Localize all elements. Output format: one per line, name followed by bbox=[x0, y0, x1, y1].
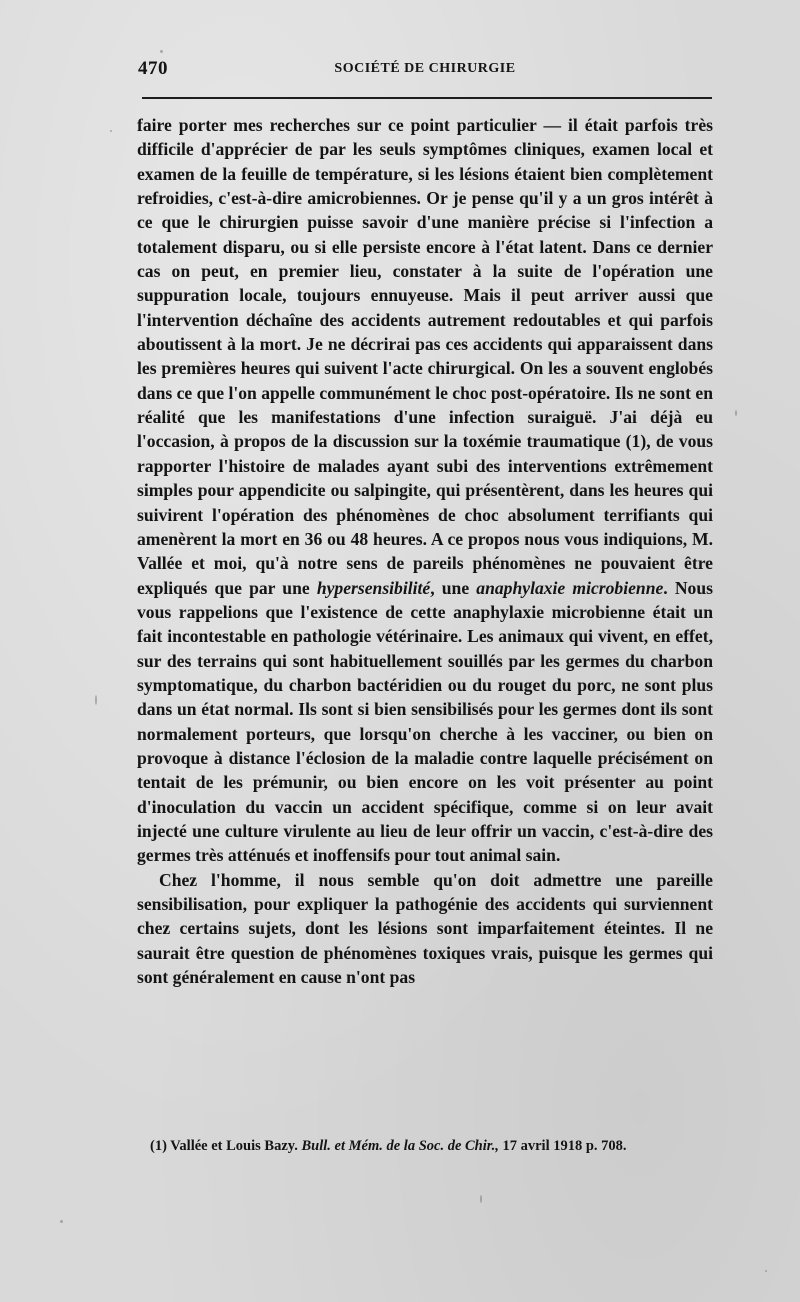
page-number: 470 bbox=[138, 58, 168, 79]
page-header bbox=[138, 58, 712, 84]
footnote-journal: Bull. et Mém. de la Soc. de Chir., bbox=[301, 1138, 499, 1154]
footnote-date-pages: 17 avril 1918 p. 708. bbox=[502, 1138, 627, 1154]
italic-term-hypersensibilite: hypersensibilité bbox=[316, 577, 431, 598]
paper-speck bbox=[480, 1195, 482, 1203]
footnote-marker: (1) bbox=[150, 1138, 167, 1154]
paragraph-1 bbox=[137, 113, 713, 868]
header-rule bbox=[142, 97, 712, 99]
paragraph-1-text-c: . Nous vous rappelions que l'existence de cette anaphylaxie microbienne était un fait incontestable en pathologie vétérinaire. Les animaux qui vivent, en effet, sur des terrains qui sont habituellement souillés par les germes du charbon symptomatique, du charbon bactéridien ou du rouget du porc, ne sont plus dans un état normal. Ils sont si bien sensibilisés pour les germes dont ils sont normalement porteurs, que lorsqu'on cherche à les vacciner, ou bien on provoque à distance l'éclosion de la maladie contre laquelle précisément on tentait de les prémunir, ou bien encore on les voit présenter au point d'inoculation du vaccin un accident spécifique, comme si on leur avait injecté une culture virulente au lieu de leur offrir un vaccin, c'est-à-dire des germes très atténués et inoffensifs pour tout animal sain. bbox=[137, 577, 713, 866]
paragraph-2: Chez l'homme, il nous semble qu'on doit admettre une pareille sensibilisation, pour expliquer la pathogénie des accidents qui surviennent chez certains sujets, dont les lésions sont imparfaitement éteintes. Il ne saurait être question de phénomènes toxiques vrais, puisque les germes qui sont généralement en cause n'ont pas bbox=[137, 869, 713, 988]
paragraph-1-text-a: faire porter mes recherches sur ce point particulier — il était parfois très difficile d'apprécier de par les seuls symptômes cliniques, examen local et examen de la feuille de température, si les lésions étaient bien complètement refroidies, c'est-à-dire amicrobiennes. Or je pense qu'il y a un gros intérêt à ce que le chirurgien puisse savoir d'une manière précise si l'infection a totalement disparu, ou si elle persiste encore à l'état latent. Dans ce dernier cas on peut, en premier lieu, constater à la suite de l'opération une suppuration locale, toujours ennuyeuse. Mais il peut arriver aussi que l'intervention déchaîne des accidents autrement redoutables et qui parfois aboutissent à la mort. Je ne décrirai pas ces accidents qui apparaissent dans les premières heures qui suivent l'acte chirurgical. On les a souvent englobés dans ce que l'on appelle communément le choc post-opératoire. Ils ne sont en réalité que les manifestations d'une infection suraiguë. J'ai déjà eu l'occasion, à propos de la discussion sur la toxémie traumatique (1), de vous rapporter l'histoire de malades ayant subi des interventions extrêmement simples pour appendicite ou salpingite, qui présentèrent, dans les heures qui suivirent l'opération des phénomènes de choc absolument terrifiants qui amenèrent la mort en 36 ou 48 heures. A ce propos nous vous indiquions, M. Vallée et moi, qu'à notre sens de pareils phénomènes ne pouvaient être expliqués que par une bbox=[137, 115, 713, 598]
footnote bbox=[138, 1136, 712, 1156]
body-text bbox=[137, 113, 713, 989]
paper-speck bbox=[765, 1270, 767, 1272]
footnote-authors: Vallée et Louis Bazy. bbox=[170, 1138, 298, 1154]
running-head: SOCIÉTÉ DE CHIRURGIE bbox=[334, 61, 516, 76]
italic-term-anaphylaxie: anaphylaxie microbienne bbox=[476, 577, 664, 598]
paper-speck bbox=[160, 50, 163, 53]
paragraph-1-text-b: , une bbox=[430, 577, 477, 598]
paper-speck bbox=[60, 1220, 63, 1223]
paper-speck bbox=[95, 695, 97, 705]
paper-speck bbox=[110, 130, 112, 132]
paper-speck bbox=[735, 410, 737, 416]
